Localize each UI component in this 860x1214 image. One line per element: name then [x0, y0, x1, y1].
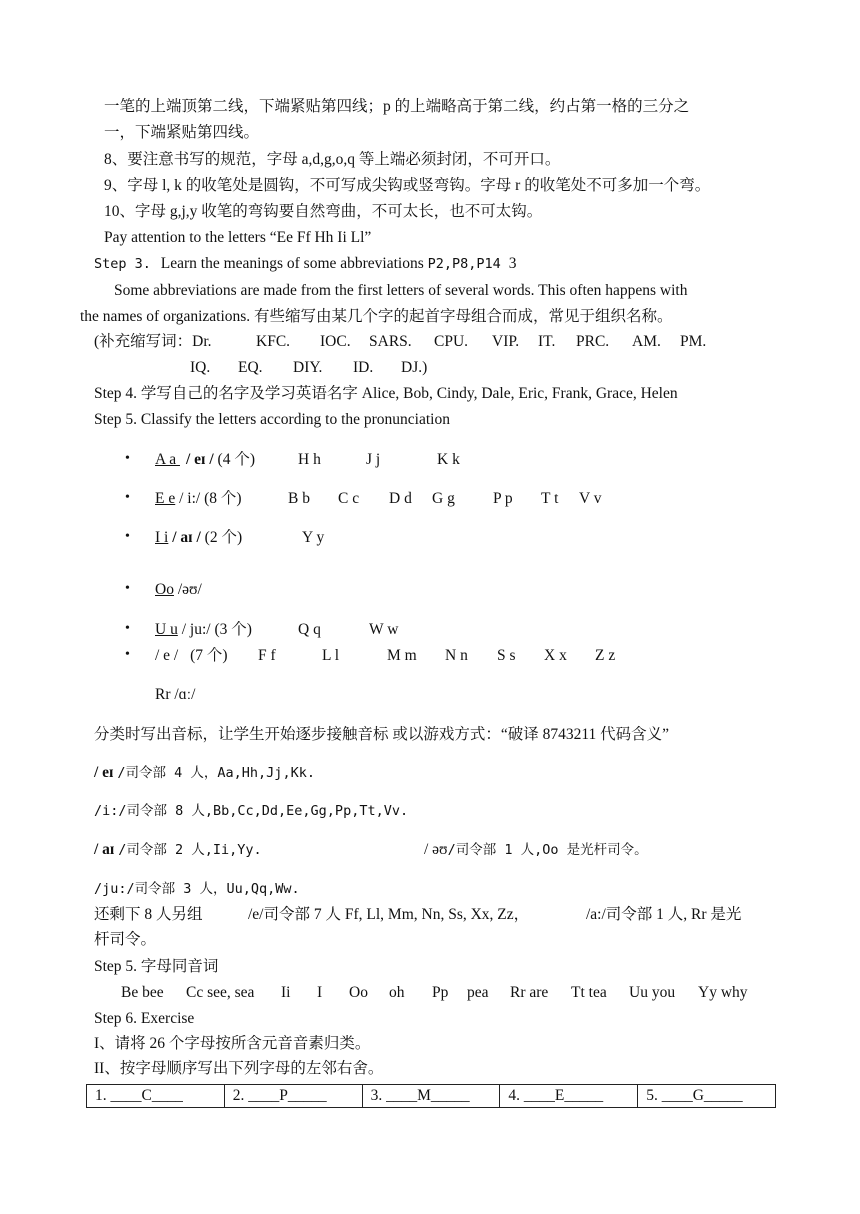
classify-note: 分类时写出音标，让学生开始逐步接触音标 或以游戏方式：“破译 8743211 代码含义”: [94, 726, 670, 743]
bullet-count: (8 个): [204, 490, 242, 507]
bullet-letter: W w: [369, 621, 399, 638]
code-text: /司令部 4 人，Aa,Hh,Jj,Kk.: [117, 765, 315, 781]
exercise-2: II、按字母顺序写出下列字母的左邻右舍。: [94, 1060, 384, 1077]
abbrev-item: IQ.: [190, 359, 211, 376]
exercise-1: I、请将 26 个字母按所含元音音素归类。: [94, 1035, 371, 1052]
bullet-e: [155, 489, 602, 509]
bullet-letter: X x: [544, 647, 567, 664]
step3-text: Learn the meanings of some abbreviations: [160, 255, 424, 272]
bullet-letter: D d: [389, 490, 412, 507]
bullet-count: (2 个): [204, 529, 243, 546]
bullet-letter: H h: [298, 451, 321, 468]
exercise-table: [86, 1084, 776, 1108]
bullet-letter: Y y: [302, 529, 325, 546]
abbrev-item: PRC.: [576, 333, 610, 350]
bullet-ipa: / i:/: [179, 490, 201, 507]
homophone: Be bee: [121, 984, 164, 1001]
abbrev-item: DIY.: [293, 359, 323, 376]
homophone: Oo: [349, 984, 368, 1001]
code-ipa: / əʊ: [424, 841, 448, 858]
bullet-key: A a: [155, 451, 180, 468]
rule-8: 8、要注意书写的规范，字母 a,d,g,o,q 等上端必须封闭，不可开口。: [104, 151, 561, 168]
bullet-ipa: / ju:/: [181, 621, 211, 638]
bullet-letter: V v: [579, 490, 602, 507]
step3-pages: P2,P8,P14: [427, 256, 501, 272]
abbrev-item: ID.: [353, 359, 374, 376]
bullet-a: [155, 450, 460, 470]
bullet-ipa: /əʊ/: [177, 581, 202, 598]
intro-line-1: 一笔的上端顶第二线，下端紧贴第四线；p 的上端略高于第二线，约占第一格的三分之: [104, 98, 690, 115]
bullet-letter: P p: [493, 490, 513, 507]
pay-attention: Pay attention to the letters “Ee Ff Hh Ii Ll”: [104, 229, 372, 246]
abbrev-item: EQ.: [238, 359, 263, 376]
bullet-dot: •: [125, 621, 130, 636]
bullet-letter: J j: [366, 451, 381, 468]
abbrev-item: VIP.: [492, 333, 520, 350]
homophone: I: [317, 984, 323, 1001]
bullet-key: U u: [155, 621, 178, 638]
step3-label: Step 3.: [94, 256, 151, 272]
bullet-ipa: / eɪ /: [185, 451, 214, 468]
code-ipa: / aɪ: [94, 841, 119, 858]
step5b-heading: Step 5. 字母同音词: [94, 958, 219, 975]
bullet-r: Rr /ɑː/: [155, 686, 196, 703]
homophone: Tt tea: [571, 984, 607, 1001]
code-rest: [94, 905, 742, 925]
bullet-letter: Q q: [298, 621, 321, 638]
bullet-count: (4 个): [217, 451, 255, 468]
homophone: Yy why: [698, 984, 748, 1001]
abbrev-item: SARS.: [369, 333, 412, 350]
homophone: pea: [467, 984, 489, 1001]
code-text: /ju:/司令部 3 人，Uu,Qq,Ww.: [94, 881, 300, 897]
abbrev-item: DJ.): [401, 359, 428, 376]
bullet-letter: T t: [541, 490, 559, 507]
code-text: /a:/司令部 1 人, Rr 是光: [586, 906, 742, 923]
bullet-letter: B b: [288, 490, 310, 507]
code-ou: [424, 840, 648, 860]
bullet-dot: •: [125, 490, 130, 505]
bullet-letter: N n: [445, 647, 468, 664]
step3-para-2: the names of organizations. 有些缩写由某几个字的起首字母组合而成，常见于组织名称。: [80, 308, 673, 325]
step6-heading: Step 6. Exercise: [94, 1010, 195, 1027]
bullet-letter: M m: [387, 647, 417, 664]
code-ipa: / eɪ: [94, 764, 118, 781]
code-ai: [94, 840, 262, 860]
abbrev-item: AM.: [632, 333, 661, 350]
bullet-letter: Z z: [595, 647, 616, 664]
step3-heading: [94, 254, 516, 274]
code-rest-cont: 杆司令。: [94, 931, 157, 948]
abbrev-item: KFC.: [256, 333, 291, 350]
table-row: [87, 1085, 776, 1108]
bullet-o: [155, 580, 202, 600]
bullet-count: (3 个): [214, 621, 252, 638]
bullet-letter: C c: [338, 490, 360, 507]
bullet-dot: •: [125, 529, 130, 544]
bullet-count: (7 个): [190, 647, 228, 664]
bullet-dot: •: [125, 581, 130, 596]
table-cell: 3. ____M_____: [362, 1085, 500, 1108]
bullet-key: Oo: [155, 581, 174, 598]
code-ju: [94, 879, 300, 899]
step3-para-1: Some abbreviations are made from the first letters of several words. This often happens with: [114, 282, 688, 299]
code-text: /司令部 2 人,Ii,Yy.: [118, 842, 262, 858]
abbrev-item: IT.: [538, 333, 556, 350]
code-text: /i:/司令部 8 人,Bb,Cc,Dd,Ee,Gg,Pp,Tt,Vv.: [94, 803, 409, 819]
bullet-dot: •: [125, 451, 130, 466]
step3-num: 3: [508, 255, 517, 272]
homophone: Ii: [281, 984, 291, 1001]
homophone: Cc see, sea: [186, 984, 255, 1001]
bullet-ipa: / e /: [155, 647, 179, 664]
code-ei: [94, 763, 315, 783]
step4: Step 4. 学写自己的名字及学习英语名字 Alice, Bob, Cindy, Dale, Eric, Frank, Grace, Helen: [94, 385, 678, 402]
abbrev-item: CPU.: [434, 333, 469, 350]
bullet-key: E e: [155, 490, 176, 507]
table-cell: 5. ____G_____: [638, 1085, 776, 1108]
abbrev-item: IOC.: [320, 333, 351, 350]
code-text: /e/司令部 7 人 Ff, Ll, Mm, Nn, Ss, Xx, Zz，: [248, 906, 530, 923]
abbrev-row-1: [94, 332, 707, 352]
table-cell: 2. ____P_____: [224, 1085, 362, 1108]
bullet-i: [155, 528, 325, 548]
code-text: /司令部 1 人,Oo 是光杆司令。: [447, 842, 648, 858]
bullet-letter: S s: [497, 647, 516, 664]
code-i: [94, 801, 408, 821]
bullet-key: I i: [155, 529, 169, 546]
bullet-letter: G g: [432, 490, 455, 507]
bullet-dot: •: [125, 647, 130, 662]
bullet-u: [155, 620, 399, 640]
rule-9: 9、字母 l, k 的收笔处是圆钩，不可写成尖钩或竖弯钩。字母 r 的收笔处不可多加一个弯。: [104, 177, 711, 194]
intro-line-2: 一，下端紧贴第四线。: [104, 124, 260, 141]
homophone: Uu you: [629, 984, 676, 1001]
bullet-ipa: / aɪ /: [172, 529, 201, 546]
bullet-e2: [155, 646, 616, 666]
table-cell: 4. ____E_____: [500, 1085, 638, 1108]
rule-10: 10、字母 g,j,y 收笔的弯钩要自然弯曲，不可太长，也不可太钩。: [104, 203, 543, 220]
abbrev-supp-label: (补充缩写词：Dr.: [94, 333, 212, 350]
bullet-letter: F f: [258, 647, 276, 664]
homophone: Pp: [432, 984, 449, 1001]
bullet-letter: K k: [437, 451, 460, 468]
homophone: Rr are: [510, 984, 549, 1001]
homophone: oh: [389, 984, 405, 1001]
bullet-letter: L l: [322, 647, 340, 664]
abbrev-item: PM.: [680, 333, 707, 350]
step5-heading: Step 5. Classify the letters according to the pronunciation: [94, 411, 450, 428]
code-text: 还剩下 8 人另组: [94, 906, 203, 923]
table-cell: 1. ____C____: [87, 1085, 225, 1108]
